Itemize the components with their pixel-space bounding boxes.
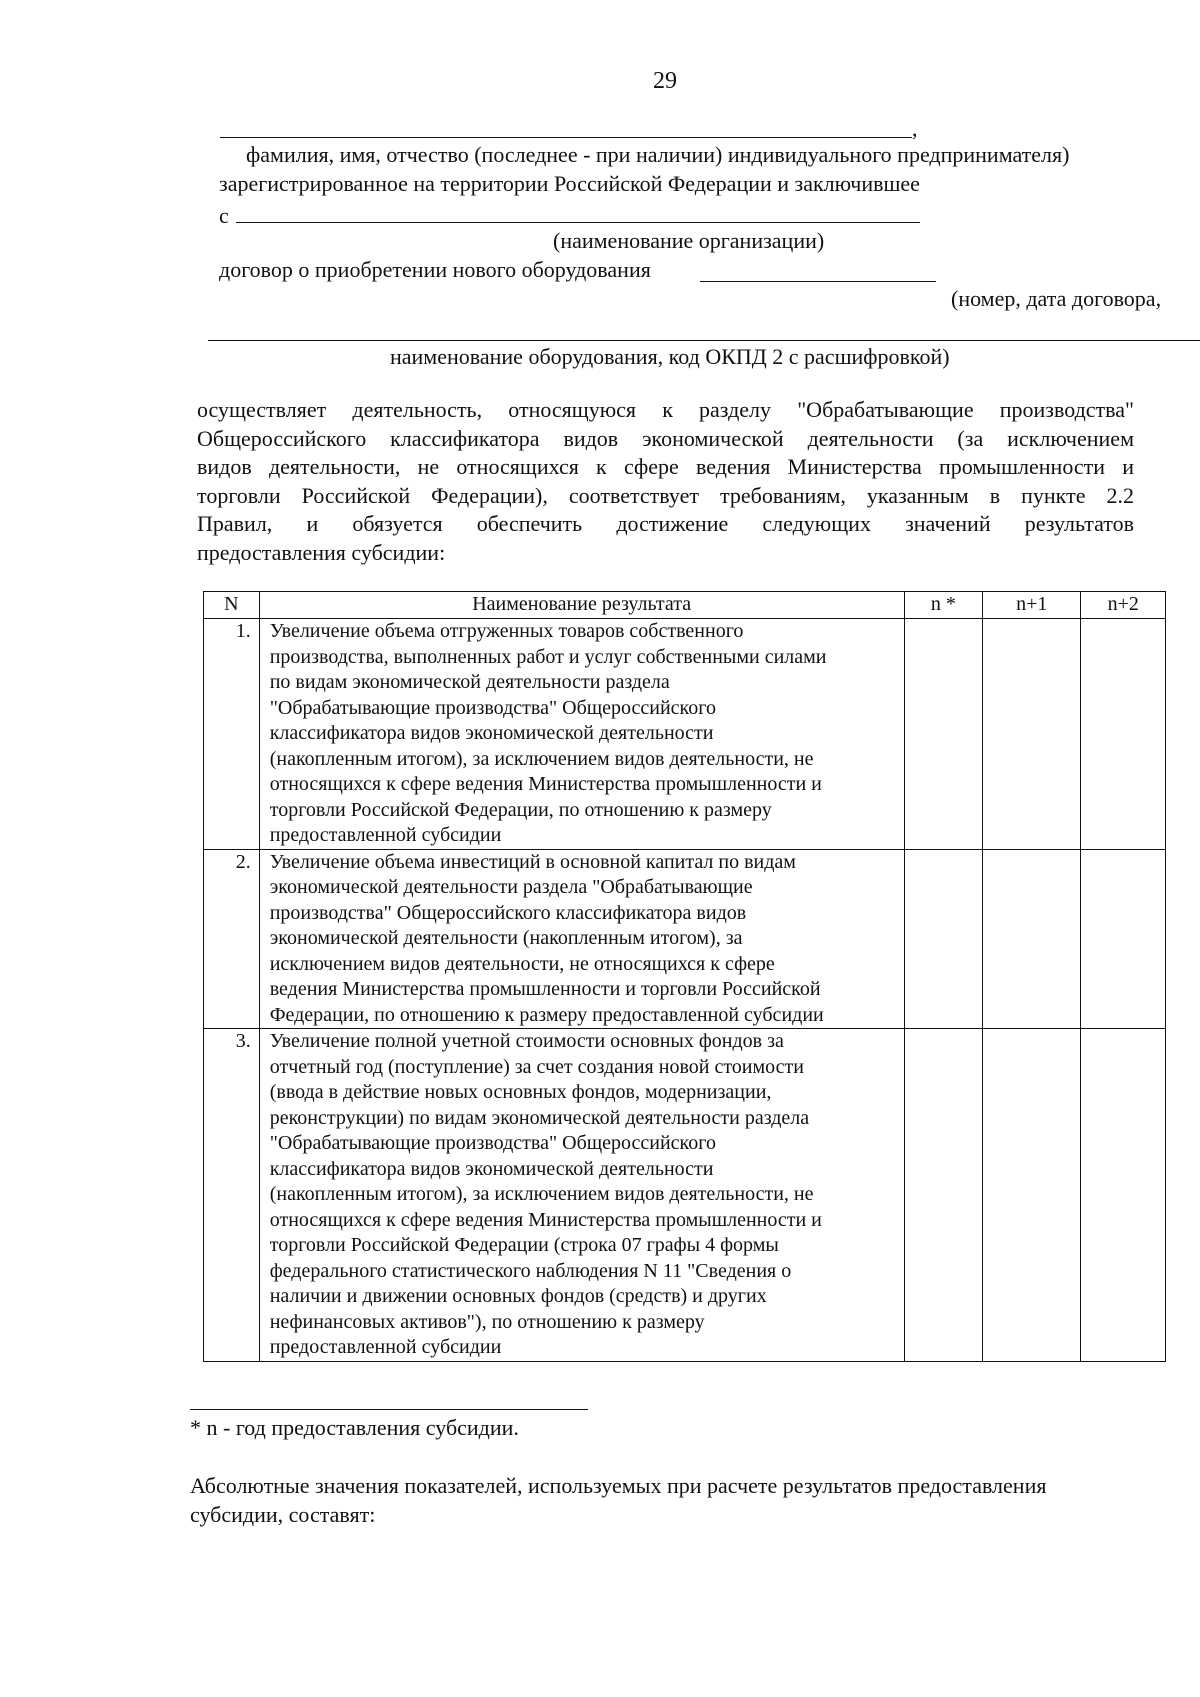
value-cell-n[interactable] (904, 849, 982, 1029)
cell-line: по видам экономической деятельности раздела (269, 671, 670, 693)
cell-line: Увеличение объема инвестиций в основной капитал по видам (269, 850, 796, 873)
table-row (204, 619, 1166, 850)
cell-line: реконструкции) по видам экономической деятельности раздела (269, 1106, 810, 1129)
table-header-row (204, 592, 1166, 619)
value-cell-n1[interactable] (983, 1029, 1081, 1362)
caption-contract-a: (номер, дата договора, (951, 286, 1162, 311)
value-cell-n2[interactable] (1081, 849, 1166, 1029)
cell-line: ведения Министерства промышленности и торговли Российской (269, 978, 821, 1000)
result-name-cell (259, 1029, 904, 1362)
row-number: 3. (204, 1029, 260, 1362)
contract-line: договор о приобретении нового оборудования (219, 257, 651, 282)
paragraph-line: осуществляет деятельность, относящуюся к разделу "Обрабатывающие производства" (197, 397, 1134, 422)
cell-line: производства, выполненных работ и услуг собственными силами (269, 645, 827, 668)
results-table (203, 591, 1166, 1362)
paragraph-line: Общероссийского классификатора видов экономической деятельности (за исключением (197, 425, 1134, 451)
result-name-cell (259, 849, 904, 1029)
cell-line: классификатора видов экономической деятельности (269, 722, 714, 744)
paragraph-line: Абсолютные значения показателей, используемых при расчете результатов предоставления (190, 1473, 1047, 1498)
cell-line: федерального статистического наблюдения N 11 "Сведения о (269, 1259, 792, 1282)
cell-line: исключением видов деятельности, не относящихся к сфере (269, 952, 775, 975)
paragraph-line: видов деятельности, не относящихся к сфере ведения Министерства промышленности и (197, 454, 1134, 479)
header-year-n: n * (904, 592, 982, 619)
cell-line: экономической деятельности (накопленным итогом), за (269, 927, 743, 949)
organization-blank (236, 222, 920, 223)
with-prefix: с (219, 203, 229, 228)
contract-blank (700, 281, 936, 282)
cell-line: классификатора видов экономической деятельности (269, 1157, 714, 1180)
registered-line: зарегистрированное на территории Российской Федерации и заключившее (219, 171, 920, 196)
cell-line: относящихся к сфере ведения Министерства промышленности и (269, 1208, 822, 1231)
cell-line: экономической деятельности раздела "Обрабатывающие (269, 876, 753, 898)
cell-line: торговли Российской Федерации, по отношению к размеру (269, 798, 772, 821)
header-n: N (204, 592, 260, 619)
closing-paragraph (190, 1471, 1150, 1529)
cell-line: (ввода в действие новых основных фондов, модернизации, (269, 1081, 772, 1103)
cell-line: отчетный год (поступление) за счет создания новой стоимости (269, 1055, 804, 1078)
paragraph-line: субсидии, составят: (190, 1502, 376, 1527)
caption-organization: (наименование организации) (553, 228, 825, 253)
cell-line: производства" Общероссийского классификатора видов (269, 901, 747, 924)
paragraph-line: Правил, и обязуется обеспечить достижение следующих значений результатов (197, 511, 1134, 536)
footnote: * n - год предоставления субсидии. (190, 1415, 519, 1440)
paragraph-line: торговли Российской Федерации), соответствует требованиям, указанным в пункте 2.2 (197, 482, 1134, 508)
cell-line: наличии и движении основных фондов (средств) и других (269, 1285, 767, 1307)
obligation-paragraph (197, 396, 1134, 567)
cell-line: предоставленной субсидии (269, 824, 502, 846)
cell-line: Увеличение объема отгруженных товаров собственного (269, 620, 744, 642)
paragraph-line: предоставления субсидии: (197, 539, 446, 565)
value-cell-n2[interactable] (1081, 619, 1166, 850)
header-year-n2: n+2 (1081, 592, 1166, 619)
cell-line: Федерации, по отношению к размеру предоставленной субсидии (269, 1003, 824, 1026)
value-cell-n[interactable] (904, 1029, 982, 1362)
table-row (204, 1029, 1166, 1362)
header-result-name: Наименование результата (259, 592, 904, 619)
cell-line: предоставленной субсидии (269, 1336, 502, 1358)
cell-line: "Обрабатывающие производства" Общероссийского (269, 696, 716, 719)
cell-line: (накопленным итогом), за исключением видов деятельности, не (269, 747, 814, 770)
cell-line: (накопленным итогом), за исключением видов деятельности, не (269, 1183, 814, 1205)
footnote-rule (190, 1409, 588, 1410)
cell-line: "Обрабатывающие производства" Общероссийского (269, 1132, 716, 1154)
name-comma: , (912, 116, 918, 141)
value-cell-n[interactable] (904, 619, 982, 850)
cell-line: Увеличение полной учетной стоимости основных фондов за (269, 1030, 784, 1052)
equipment-blank (208, 340, 1200, 341)
value-cell-n1[interactable] (983, 849, 1081, 1029)
row-number: 1. (204, 619, 260, 850)
value-cell-n2[interactable] (1081, 1029, 1166, 1362)
cell-line: относящихся к сфере ведения Министерства промышленности и (269, 773, 822, 795)
row-number: 2. (204, 849, 260, 1029)
page-number: 29 (653, 68, 677, 94)
caption-contract-b: наименование оборудования, код ОКПД 2 с расшифровкой) (390, 344, 950, 369)
result-name-cell (259, 619, 904, 850)
value-cell-n1[interactable] (983, 619, 1081, 850)
header-year-n1: n+1 (983, 592, 1081, 619)
caption-entrepreneur: фамилия, имя, отчество (последнее - при наличии) индивидуального предпринимателя) (246, 142, 1070, 167)
cell-line: нефинансовых активов"), по отношению к размеру (269, 1310, 705, 1333)
cell-line: торговли Российской Федерации (строка 07 графы 4 формы (269, 1234, 779, 1256)
entrepreneur-name-blank (220, 137, 912, 138)
table-row (204, 849, 1166, 1029)
